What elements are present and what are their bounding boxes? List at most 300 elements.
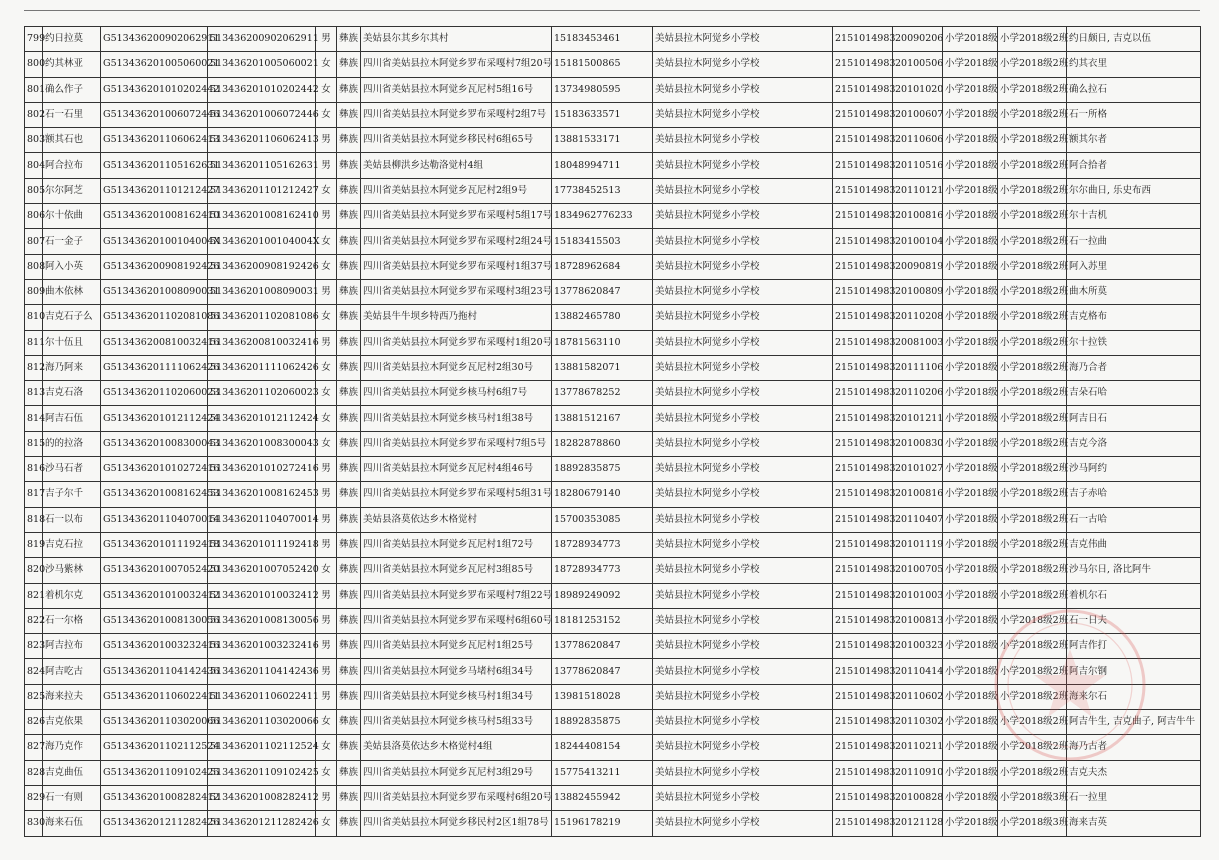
row-number: 828 <box>25 760 43 785</box>
birth-date: 20100705 <box>893 558 943 583</box>
contact-phone: 15181500865 <box>552 52 653 77</box>
student-id: 513436201008130056 <box>208 608 316 633</box>
contact-phone: 18728962684 <box>552 254 653 279</box>
student-id-g: G513436201111062426 <box>101 355 208 380</box>
birth-date: 20121128 <box>893 811 943 836</box>
student-ethnicity: 彝族 <box>337 381 361 406</box>
row-number: 810 <box>25 305 43 330</box>
grade-level: 小学2018级 <box>943 482 998 507</box>
student-sex: 男 <box>316 634 337 659</box>
class-name: 小学2018级2班 <box>998 77 1067 102</box>
student-id-g: G513436201007052420 <box>101 558 208 583</box>
row-number: 806 <box>25 204 43 229</box>
contact-phone: 18728934773 <box>552 532 653 557</box>
table-row <box>25 204 1201 229</box>
guardian-name: 石一拉里 <box>1067 785 1201 810</box>
row-number: 816 <box>25 457 43 482</box>
student-sex: 男 <box>316 482 337 507</box>
student-name: 吉克石子么 <box>43 305 101 330</box>
student-address: 四川省美姑县拉木阿觉乡罗布采嘎村3组23号 <box>361 279 552 304</box>
birth-date: 20100104 <box>893 229 943 254</box>
school-code: 2151014983 <box>833 482 893 507</box>
school-code: 2151014983 <box>833 178 893 203</box>
school-name: 美姑县拉木阿觉乡小学校 <box>653 735 833 760</box>
guardian-name: 阿吉作打 <box>1067 634 1201 659</box>
student-name: 确么作子 <box>43 77 101 102</box>
student-id-g: G513436201008300043 <box>101 431 208 456</box>
table-row <box>25 583 1201 608</box>
guardian-name: 额其尔者 <box>1067 128 1201 153</box>
student-sex: 男 <box>316 204 337 229</box>
student-id-g: G513436201005060021 <box>101 52 208 77</box>
school-name: 美姑县拉木阿觉乡小学校 <box>653 431 833 456</box>
school-name: 美姑县拉木阿觉乡小学校 <box>653 229 833 254</box>
student-sex: 女 <box>316 254 337 279</box>
table-row <box>25 634 1201 659</box>
student-ethnicity: 彝族 <box>337 229 361 254</box>
student-id-g: G513436200810032416 <box>101 330 208 355</box>
student-address: 四川省美姑县拉木阿觉乡瓦尼村1组72号 <box>361 532 552 557</box>
student-id: 513436201008300043 <box>208 431 316 456</box>
student-address: 美姑县牛牛坝乡特西乃拖村 <box>361 305 552 330</box>
contact-phone: 13778620847 <box>552 634 653 659</box>
grade-level: 小学2018级 <box>943 558 998 583</box>
student-id-g: G513436201008282412 <box>101 785 208 810</box>
student-name: 着机尔克 <box>43 583 101 608</box>
student-id: 513436201011192418 <box>208 532 316 557</box>
school-name: 美姑县拉木阿觉乡小学校 <box>653 507 833 532</box>
grade-level: 小学2018级 <box>943 52 998 77</box>
grade-level: 小学2018级 <box>943 735 998 760</box>
grade-level: 小学2018级 <box>943 355 998 380</box>
table-row <box>25 684 1201 709</box>
student-name: 阿入小英 <box>43 254 101 279</box>
table-row <box>25 659 1201 684</box>
student-roster-table <box>24 26 1201 837</box>
school-code: 2151014983 <box>833 659 893 684</box>
table-row <box>25 558 1201 583</box>
contact-phone: 18892835875 <box>552 710 653 735</box>
student-name: 沙马石者 <box>43 457 101 482</box>
student-address: 四川省美姑县拉木阿觉乡罗布采嘎村7组22号 <box>361 583 552 608</box>
school-code: 2151014983 <box>833 431 893 456</box>
class-name: 小学2018级2班 <box>998 305 1067 330</box>
birth-date: 20101211 <box>893 406 943 431</box>
student-sex: 男 <box>316 279 337 304</box>
contact-phone: 13778678252 <box>552 381 653 406</box>
student-ethnicity: 彝族 <box>337 305 361 330</box>
class-name: 小学2018级2班 <box>998 558 1067 583</box>
row-number: 815 <box>25 431 43 456</box>
school-code: 2151014983 <box>833 457 893 482</box>
grade-level: 小学2018级 <box>943 532 998 557</box>
table-row <box>25 77 1201 102</box>
student-address: 四川省美姑县拉木阿觉乡罗布采嘎村7组20号 <box>361 52 552 77</box>
student-name: 海来拉夫 <box>43 684 101 709</box>
student-id-g: G513436201103020066 <box>101 710 208 735</box>
student-id-g: G513436201211282426 <box>101 811 208 836</box>
row-number: 829 <box>25 785 43 810</box>
grade-level: 小学2018级 <box>943 330 998 355</box>
student-address: 四川省美姑县拉木阿觉乡罗布采嘎村6组60号 <box>361 608 552 633</box>
student-name: 海乃阿来 <box>43 355 101 380</box>
student-sex: 女 <box>316 710 337 735</box>
grade-level: 小学2018级 <box>943 381 998 406</box>
student-id: 513436201008282412 <box>208 785 316 810</box>
student-address: 四川省美姑县拉木阿觉乡移民村2区1组78号 <box>361 811 552 836</box>
student-name: 约其林亚 <box>43 52 101 77</box>
student-id: 513436201102060023 <box>208 381 316 406</box>
guardian-name: 沙马尔日, 洛比阿牛 <box>1067 558 1201 583</box>
table-row <box>25 532 1201 557</box>
class-name: 小学2018级2班 <box>998 532 1067 557</box>
birth-date: 20110910 <box>893 760 943 785</box>
student-id: 513436201010272416 <box>208 457 316 482</box>
class-name: 小学2018级2班 <box>998 330 1067 355</box>
school-code: 2151014983 <box>833 355 893 380</box>
student-sex: 女 <box>316 229 337 254</box>
student-id: 513436201010202442 <box>208 77 316 102</box>
table-row <box>25 355 1201 380</box>
school-code: 2151014983 <box>833 27 893 52</box>
grade-level: 小学2018级 <box>943 77 998 102</box>
guardian-name: 吉克格布 <box>1067 305 1201 330</box>
student-id-g: G513436201011192418 <box>101 532 208 557</box>
row-number: 814 <box>25 406 43 431</box>
birth-date: 20090819 <box>893 254 943 279</box>
grade-level: 小学2018级 <box>943 785 998 810</box>
grade-level: 小学2018级 <box>943 811 998 836</box>
student-address: 四川省美姑县拉木阿觉乡核马村5组33号 <box>361 710 552 735</box>
school-code: 2151014983 <box>833 507 893 532</box>
contact-phone: 15183453461 <box>552 27 653 52</box>
guardian-name: 确么拉石 <box>1067 77 1201 102</box>
class-name: 小学2018级2班 <box>998 27 1067 52</box>
birth-date: 20081003 <box>893 330 943 355</box>
school-code: 2151014983 <box>833 128 893 153</box>
student-id: 513436201008090031 <box>208 279 316 304</box>
student-ethnicity: 彝族 <box>337 457 361 482</box>
student-sex: 女 <box>316 102 337 127</box>
row-number: 827 <box>25 735 43 760</box>
grade-level: 小学2018级 <box>943 128 998 153</box>
row-number: 826 <box>25 710 43 735</box>
contact-phone: 17738452513 <box>552 178 653 203</box>
student-name: 阿吉吃古 <box>43 659 101 684</box>
row-number: 820 <box>25 558 43 583</box>
contact-phone: 18280679140 <box>552 482 653 507</box>
birth-date: 20101020 <box>893 77 943 102</box>
contact-phone: 18244408154 <box>552 735 653 760</box>
contact-phone: 18048994711 <box>552 153 653 178</box>
student-sex: 女 <box>316 431 337 456</box>
row-number: 823 <box>25 634 43 659</box>
student-name: 吉克依果 <box>43 710 101 735</box>
guardian-name: 阿入苏里 <box>1067 254 1201 279</box>
student-name: 尔十伍且 <box>43 330 101 355</box>
grade-level: 小学2018级 <box>943 279 998 304</box>
student-id: 513436201104142436 <box>208 659 316 684</box>
student-ethnicity: 彝族 <box>337 178 361 203</box>
school-code: 2151014983 <box>833 279 893 304</box>
school-name: 美姑县拉木阿觉乡小学校 <box>653 77 833 102</box>
table-row <box>25 330 1201 355</box>
student-ethnicity: 彝族 <box>337 785 361 810</box>
student-sex: 男 <box>316 457 337 482</box>
student-name: 额其石也 <box>43 128 101 153</box>
grade-level: 小学2018级 <box>943 507 998 532</box>
student-address: 四川省美姑县拉木阿觉乡马堵村6组34号 <box>361 659 552 684</box>
table-row <box>25 52 1201 77</box>
contact-phone: 18282878860 <box>552 431 653 456</box>
contact-phone: 13881512167 <box>552 406 653 431</box>
school-code: 2151014983 <box>833 811 893 836</box>
school-name: 美姑县拉木阿觉乡小学校 <box>653 52 833 77</box>
student-id-g: G513436200902062911 <box>101 27 208 52</box>
student-name: 海乃克作 <box>43 735 101 760</box>
birth-date: 20110206 <box>893 381 943 406</box>
row-number: 801 <box>25 77 43 102</box>
contact-phone: 15183633571 <box>552 102 653 127</box>
student-id-g: G513436201008162410 <box>101 204 208 229</box>
student-id: 513436201005060021 <box>208 52 316 77</box>
student-id: 513436201211282426 <box>208 811 316 836</box>
grade-level: 小学2018级 <box>943 229 998 254</box>
guardian-name: 阿吉日石 <box>1067 406 1201 431</box>
contact-phone: 15700353085 <box>552 507 653 532</box>
student-ethnicity: 彝族 <box>337 52 361 77</box>
row-number: 799 <box>25 27 43 52</box>
student-name: 吉子尔千 <box>43 482 101 507</box>
student-address: 四川省美姑县拉木阿觉乡罗布采嘎村1组37号 <box>361 254 552 279</box>
class-name: 小学2018级2班 <box>998 457 1067 482</box>
student-name: 阿合拉布 <box>43 153 101 178</box>
school-code: 2151014983 <box>833 305 893 330</box>
table-row <box>25 178 1201 203</box>
student-id: 51343620100104004X <box>208 229 316 254</box>
birth-date: 20100607 <box>893 102 943 127</box>
student-name: 的的拉洛 <box>43 431 101 456</box>
student-name: 吉克石拉 <box>43 532 101 557</box>
school-code: 2151014983 <box>833 583 893 608</box>
row-number: 809 <box>25 279 43 304</box>
student-ethnicity: 彝族 <box>337 507 361 532</box>
class-name: 小学2018级2班 <box>998 178 1067 203</box>
student-address: 四川省美姑县拉木阿觉乡瓦尼村3组85号 <box>361 558 552 583</box>
student-id-g: G513436201010272416 <box>101 457 208 482</box>
student-address: 四川省美姑县拉木阿觉乡瓦尼村4组46号 <box>361 457 552 482</box>
class-name: 小学2018级2班 <box>998 229 1067 254</box>
row-number: 822 <box>25 608 43 633</box>
row-number: 813 <box>25 381 43 406</box>
student-sex: 男 <box>316 659 337 684</box>
birth-date: 20100816 <box>893 204 943 229</box>
birth-date: 20111106 <box>893 355 943 380</box>
contact-phone: 15775413211 <box>552 760 653 785</box>
student-id: 513436201104070014 <box>208 507 316 532</box>
grade-level: 小学2018级 <box>943 457 998 482</box>
student-id-g: G513436201102112524 <box>101 735 208 760</box>
student-id: 513436201008162410 <box>208 204 316 229</box>
student-name: 阿吉拉布 <box>43 634 101 659</box>
guardian-name: 着机尔石 <box>1067 583 1201 608</box>
student-sex: 男 <box>316 608 337 633</box>
school-code: 2151014983 <box>833 735 893 760</box>
school-name: 美姑县拉木阿觉乡小学校 <box>653 178 833 203</box>
class-name: 小学2018级2班 <box>998 279 1067 304</box>
student-ethnicity: 彝族 <box>337 254 361 279</box>
birth-date: 20101027 <box>893 457 943 482</box>
student-ethnicity: 彝族 <box>337 279 361 304</box>
guardian-name: 约日颇日, 吉克以伍 <box>1067 27 1201 52</box>
student-ethnicity: 彝族 <box>337 102 361 127</box>
contact-phone: 15183415503 <box>552 229 653 254</box>
student-ethnicity: 彝族 <box>337 532 361 557</box>
student-id: 513436201102112524 <box>208 735 316 760</box>
class-name: 小学2018级2班 <box>998 634 1067 659</box>
birth-date: 20110602 <box>893 684 943 709</box>
birth-date: 20101119 <box>893 532 943 557</box>
table-row <box>25 305 1201 330</box>
guardian-name: 阿吉尔钢 <box>1067 659 1201 684</box>
student-id-g: G513436201102060023 <box>101 381 208 406</box>
student-name: 吉克石洛 <box>43 381 101 406</box>
student-name: 吉克曲伍 <box>43 760 101 785</box>
class-name: 小学2018级2班 <box>998 710 1067 735</box>
school-name: 美姑县拉木阿觉乡小学校 <box>653 608 833 633</box>
student-sex: 男 <box>316 583 337 608</box>
school-code: 2151014983 <box>833 608 893 633</box>
student-id: 513436201106062413 <box>208 128 316 153</box>
student-sex: 男 <box>316 532 337 557</box>
student-id-g: G513436201109102425 <box>101 760 208 785</box>
table-row <box>25 760 1201 785</box>
grade-level: 小学2018级 <box>943 634 998 659</box>
student-address: 四川省美姑县拉木阿觉乡移民村6组65号 <box>361 128 552 153</box>
school-name: 美姑县拉木阿觉乡小学校 <box>653 760 833 785</box>
grade-level: 小学2018级 <box>943 204 998 229</box>
birth-date: 20110302 <box>893 710 943 735</box>
student-sex: 女 <box>316 760 337 785</box>
contact-phone: 18892835875 <box>552 457 653 482</box>
table-row <box>25 279 1201 304</box>
student-id: 513436201003232416 <box>208 634 316 659</box>
student-id: 513436201008162453 <box>208 482 316 507</box>
grade-level: 小学2018级 <box>943 760 998 785</box>
student-id-g: G513436201010202442 <box>101 77 208 102</box>
student-address: 四川省美姑县拉木阿觉乡瓦尼村2组30号 <box>361 355 552 380</box>
guardian-name: 尔尔曲日, 乐史布西 <box>1067 178 1201 203</box>
row-number: 802 <box>25 102 43 127</box>
student-ethnicity: 彝族 <box>337 760 361 785</box>
student-ethnicity: 彝族 <box>337 77 361 102</box>
student-sex: 女 <box>316 406 337 431</box>
student-address: 美姑县柳洪乡达勒洛觉村4组 <box>361 153 552 178</box>
student-id: 513436201103020066 <box>208 710 316 735</box>
school-name: 美姑县拉木阿觉乡小学校 <box>653 634 833 659</box>
row-number: 804 <box>25 153 43 178</box>
birth-date: 20100813 <box>893 608 943 633</box>
student-ethnicity: 彝族 <box>337 153 361 178</box>
student-id: 513436201101212427 <box>208 178 316 203</box>
class-name: 小学2018级2班 <box>998 102 1067 127</box>
school-name: 美姑县拉木阿觉乡小学校 <box>653 532 833 557</box>
row-number: 817 <box>25 482 43 507</box>
guardian-name: 海乃合者 <box>1067 355 1201 380</box>
grade-level: 小学2018级 <box>943 254 998 279</box>
row-number: 821 <box>25 583 43 608</box>
birth-date: 20100323 <box>893 634 943 659</box>
row-number: 830 <box>25 811 43 836</box>
student-id: 513436201102081086 <box>208 305 316 330</box>
student-id-g: G513436201008130056 <box>101 608 208 633</box>
grade-level: 小学2018级 <box>943 684 998 709</box>
student-name: 尔十依曲 <box>43 204 101 229</box>
birth-date: 20100816 <box>893 482 943 507</box>
student-address: 美姑县洛莫依达乡木格觉村4组 <box>361 735 552 760</box>
school-name: 美姑县拉木阿觉乡小学校 <box>653 355 833 380</box>
birth-date: 20110208 <box>893 305 943 330</box>
birth-date: 20110121 <box>893 178 943 203</box>
student-address: 四川省美姑县拉木阿觉乡核马村1组38号 <box>361 406 552 431</box>
grade-level: 小学2018级 <box>943 659 998 684</box>
student-ethnicity: 彝族 <box>337 204 361 229</box>
student-address: 美姑县尔其乡尔其村 <box>361 27 552 52</box>
birth-date: 20110516 <box>893 153 943 178</box>
student-ethnicity: 彝族 <box>337 330 361 355</box>
contact-phone: 15196178219 <box>552 811 653 836</box>
contact-phone: 18989249092 <box>552 583 653 608</box>
school-name: 美姑县拉木阿觉乡小学校 <box>653 558 833 583</box>
contact-phone: 13778620847 <box>552 659 653 684</box>
school-code: 2151014983 <box>833 102 893 127</box>
student-address: 四川省美姑县拉木阿觉乡瓦尼村5组16号 <box>361 77 552 102</box>
contact-phone: 18728934773 <box>552 558 653 583</box>
table-row <box>25 229 1201 254</box>
school-code: 2151014983 <box>833 710 893 735</box>
school-name: 美姑县拉木阿觉乡小学校 <box>653 583 833 608</box>
student-address: 四川省美姑县拉木阿觉乡瓦尼村2组9号 <box>361 178 552 203</box>
class-name: 小学2018级2班 <box>998 381 1067 406</box>
class-name: 小学2018级2班 <box>998 128 1067 153</box>
row-number: 807 <box>25 229 43 254</box>
student-name: 沙马紫林 <box>43 558 101 583</box>
student-address: 四川省美姑县拉木阿觉乡核马村1组34号 <box>361 684 552 709</box>
table-row <box>25 811 1201 836</box>
guardian-name: 沙马阿约 <box>1067 457 1201 482</box>
row-number: 819 <box>25 532 43 557</box>
student-ethnicity: 彝族 <box>337 406 361 431</box>
table-row <box>25 406 1201 431</box>
student-address: 四川省美姑县拉木阿觉乡罗布采嘎村5组17号 <box>361 204 552 229</box>
school-code: 2151014983 <box>833 330 893 355</box>
student-id-g: G513436201104142436 <box>101 659 208 684</box>
student-ethnicity: 彝族 <box>337 608 361 633</box>
student-sex: 女 <box>316 178 337 203</box>
birth-date: 20100506 <box>893 52 943 77</box>
contact-phone: 18181253152 <box>552 608 653 633</box>
guardian-name: 石一日夫 <box>1067 608 1201 633</box>
table-row <box>25 457 1201 482</box>
student-ethnicity: 彝族 <box>337 735 361 760</box>
school-name: 美姑县拉木阿觉乡小学校 <box>653 381 833 406</box>
school-name: 美姑县拉木阿觉乡小学校 <box>653 785 833 810</box>
student-address: 四川省美姑县拉木阿觉乡罗布采嘎村2组7号 <box>361 102 552 127</box>
grade-level: 小学2018级 <box>943 102 998 127</box>
student-ethnicity: 彝族 <box>337 811 361 836</box>
student-name: 石一有则 <box>43 785 101 810</box>
school-name: 美姑县拉木阿觉乡小学校 <box>653 710 833 735</box>
